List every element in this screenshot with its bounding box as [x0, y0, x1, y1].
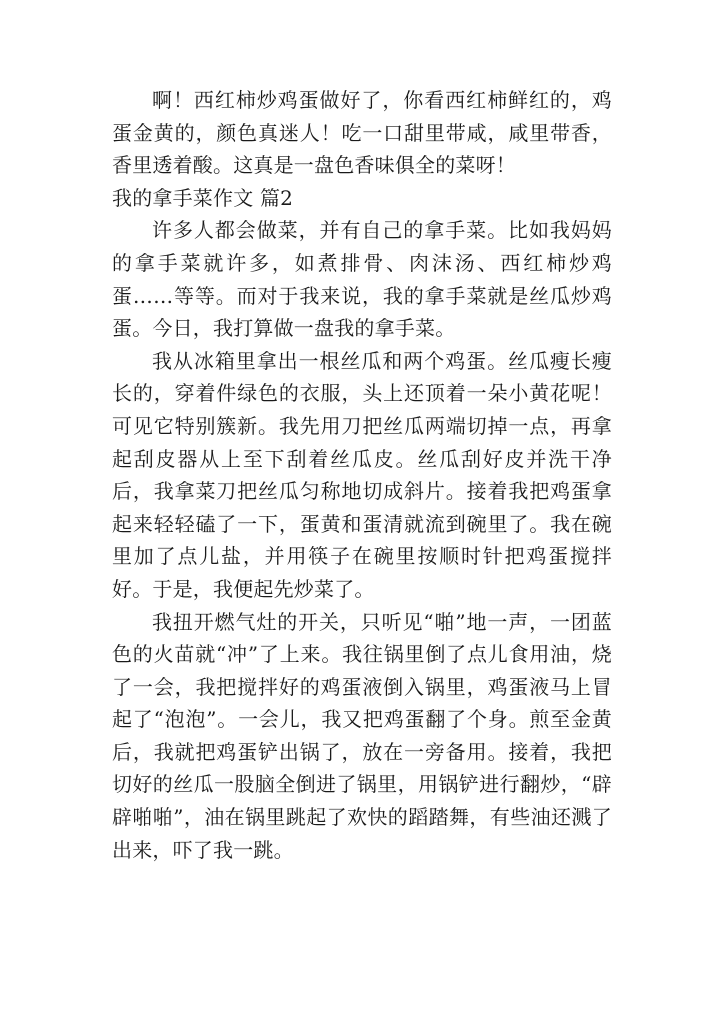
essay-body [112, 84, 612, 866]
paragraph-intro-ending: 啊！西红柿炒鸡蛋做好了，你看西红柿鲜红的，鸡蛋金黄的，颜色真迷人！吃一口甜里带咸，咸里带香，香里透着酸。这真是一盘色香味俱全的菜呀！ [112, 88, 612, 178]
paragraph-preparation: 我从冰箱里拿出一根丝瓜和两个鸡蛋。丝瓜瘦长瘦长的，穿着件绿色的衣服，头上还顶着一朵小黄花呢！可见它特别簇新。我先用刀把丝瓜两端切掉一点，再拿起刮皮器从上至下刮着丝瓜皮。丝瓜刮好皮并洗干净后，我拿菜刀把丝瓜匀称地切成斜片。接着我把鸡蛋拿起来轻轻磕了一下，蛋黄和蛋清就流到碗里了。我在碗里加了点儿盐，并用筷子在碗里按顺时针把鸡蛋搅拌好。于是，我便起先炒菜了。 [112, 348, 612, 601]
paragraph-favorite-dish: 许多人都会做菜，并有自己的拿手菜。比如我妈妈的拿手菜就许多，如煮排骨、肉沫汤、西红柿炒鸡蛋……等等。而对于我来说，我的拿手菜就是丝瓜炒鸡蛋。今日，我打算做一盘我的拿手菜。 [112, 218, 612, 341]
paragraph-cooking: 我扭开燃气灶的开关，只听见“啪”地一声，一团蓝色的火苗就“冲”了上来。我往锅里倒了点儿食用油，烧了一会，我把搅拌好的鸡蛋液倒入锅里，鸡蛋液马上冒起了“泡泡”。一会儿，我又把鸡蛋翻了个身。煎至金黄后，我就把鸡蛋铲出锅了，放在一旁备用。接着，我把切好的丝瓜一股脑全倒进了锅里，用锅铲进行翻炒，“辟辟啪啪”，油在锅里跳起了欢快的蹈踏舞，有些油还溅了出来，吓了我一跳。 [112, 609, 612, 862]
section-heading: 我的拿手菜作文 篇2 [112, 185, 294, 210]
